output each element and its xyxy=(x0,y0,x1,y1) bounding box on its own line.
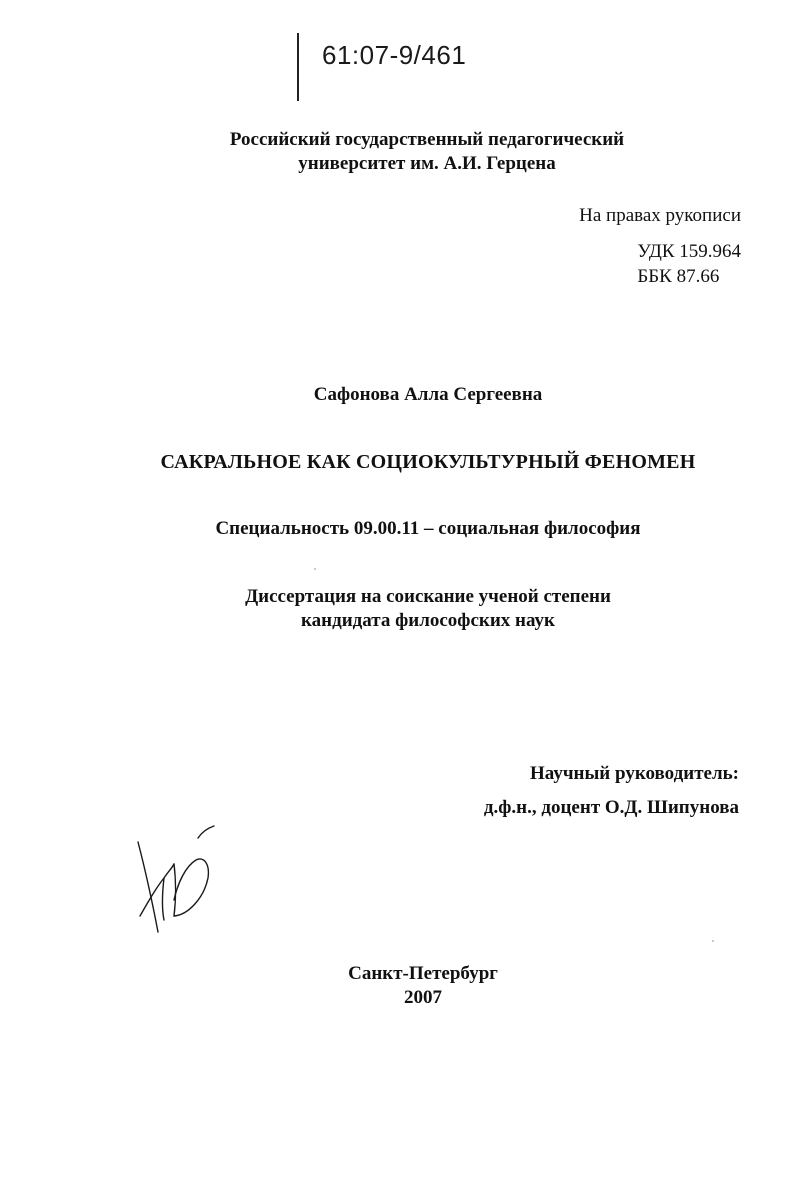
classification-block xyxy=(637,239,741,289)
scan-speck xyxy=(314,568,316,570)
rights-note: На правах рукописи xyxy=(579,205,741,226)
scan-speck xyxy=(712,940,714,942)
archive-code: 61:07-9/461 xyxy=(322,40,467,70)
bbk-code: ББК 87.66 xyxy=(637,266,720,287)
degree-line-2: кандидата философских наук xyxy=(301,610,555,631)
dissertation-title: САКРАЛЬНОЕ КАК СОЦИОКУЛЬТУРНЫЙ ФЕНОМЕН xyxy=(160,451,696,473)
supervisor-name: д.ф.н., доцент О.Д. Шипунова xyxy=(483,797,739,818)
place-and-year xyxy=(0,962,796,1010)
degree-line-1: Диссертация на соискание ученой степени xyxy=(245,586,611,607)
author-name: Сафонова Алла Сергеевна xyxy=(313,384,543,405)
supervisor-label: Научный руководитель: xyxy=(530,763,739,784)
signature-icon xyxy=(128,820,228,945)
university-name xyxy=(0,128,796,176)
university-line-2: университет им. А.И. Герцена xyxy=(298,153,556,174)
university-line-1: Российский государственный педагогический xyxy=(229,129,625,150)
degree-statement xyxy=(0,585,796,633)
city-name: Санкт-Петербург xyxy=(348,963,498,984)
specialty-line: Специальность 09.00.11 – социальная философия xyxy=(215,518,641,539)
stamp-divider xyxy=(297,33,299,101)
year: 2007 xyxy=(404,987,442,1008)
udk-code: УДК 159.964 xyxy=(637,241,741,262)
